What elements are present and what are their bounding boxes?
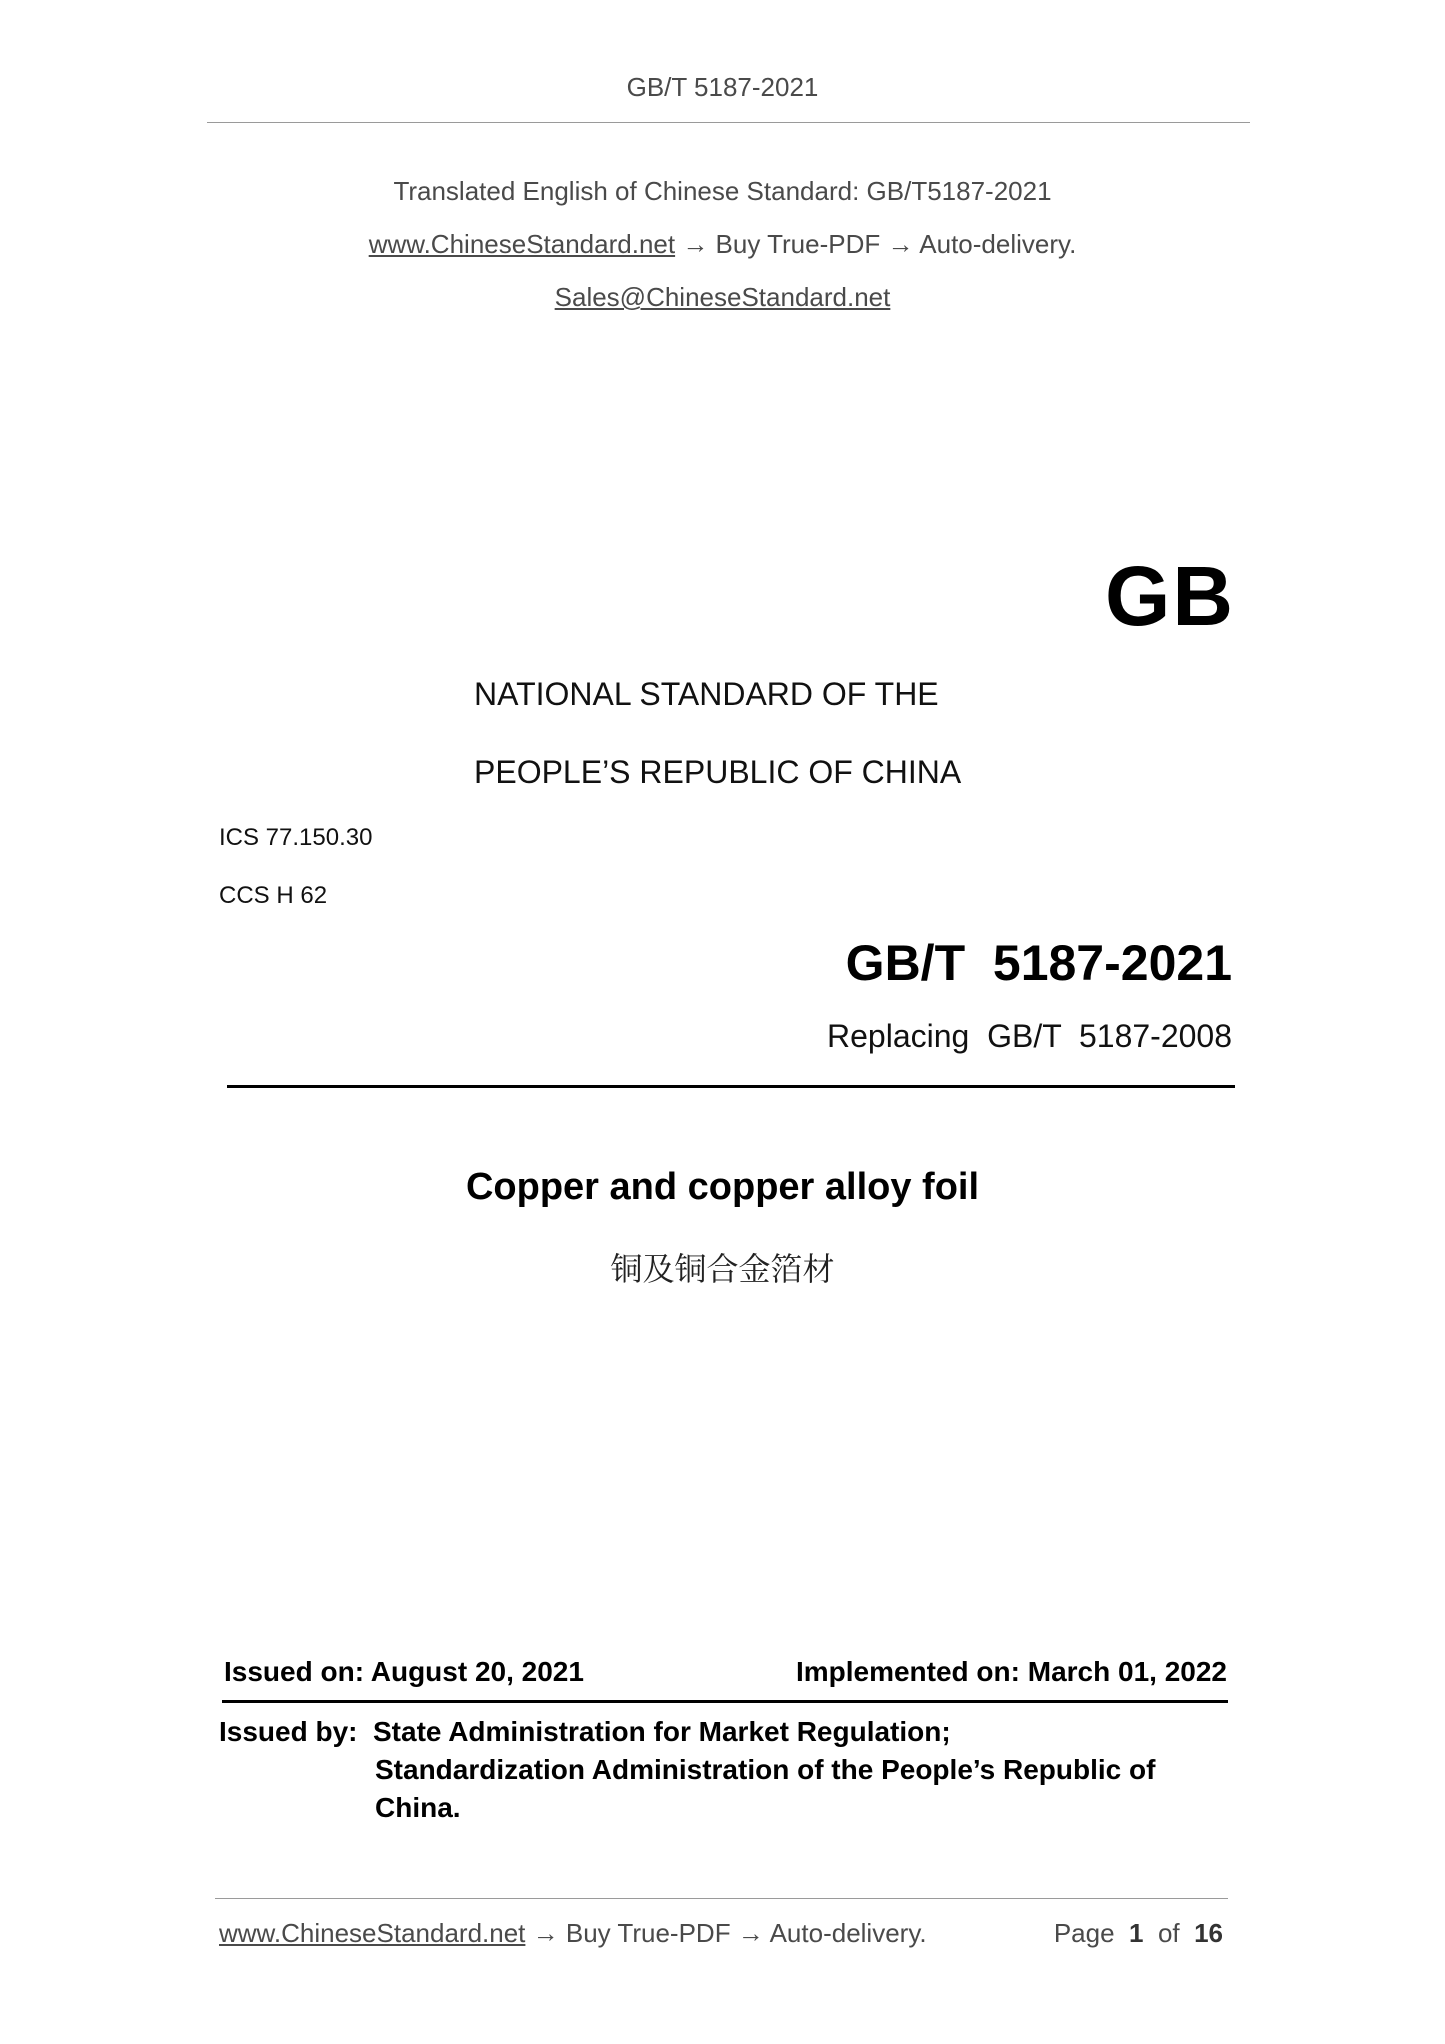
issuer-org-1: State Administration for Market Regulation; bbox=[373, 1716, 951, 1747]
national-standard-line2: PEOPLE’S REPUBLIC OF CHINA bbox=[474, 754, 962, 790]
buy-text: → Buy True-PDF → Auto-delivery. bbox=[682, 229, 1077, 259]
footer-promo bbox=[219, 1918, 927, 1949]
footer-rule bbox=[215, 1898, 1228, 1899]
title-rule bbox=[227, 1085, 1235, 1088]
promo-translation-line: Translated English of Chinese Standard: GB/T5187-2021 bbox=[393, 176, 1052, 206]
ics-code: ICS 77.150.30 bbox=[219, 824, 373, 851]
issued-on-date: Issued on: August 20, 2021 bbox=[224, 1656, 584, 1687]
email-link[interactable]: Sales@ChineseStandard.net bbox=[554, 282, 891, 312]
issuer-org-3: China. bbox=[375, 1792, 461, 1823]
page-label: Page bbox=[1053, 1918, 1115, 1948]
page-total: 16 bbox=[1194, 1918, 1223, 1948]
document-title: Copper and copper alloy foil bbox=[465, 1166, 980, 1208]
implemented-on-date: Implemented on: March 01, 2022 bbox=[795, 1656, 1227, 1687]
document-title-chinese: 铜及铜合金箔材 bbox=[610, 1251, 835, 1287]
footer-buy-text: → Buy True-PDF → Auto-delivery. bbox=[532, 1918, 927, 1948]
page-of: of bbox=[1157, 1918, 1180, 1948]
gb-logo: GB bbox=[1105, 549, 1235, 643]
issued-by-label: Issued by: bbox=[219, 1716, 358, 1747]
issue-rule bbox=[222, 1700, 1228, 1703]
header-rule bbox=[207, 122, 1250, 123]
page-indicator bbox=[1054, 1918, 1223, 1949]
issuer-org-2: Standardization Administration of the People’s Republic of bbox=[375, 1754, 1156, 1785]
ccs-code: CCS H 62 bbox=[219, 882, 328, 909]
promo-buy-line bbox=[0, 229, 1445, 260]
page-current: 1 bbox=[1129, 1918, 1144, 1948]
running-header: GB/T 5187-2021 bbox=[626, 72, 819, 102]
site-link[interactable]: www.ChineseStandard.net bbox=[368, 229, 676, 259]
footer-site-link[interactable]: www.ChineseStandard.net bbox=[219, 1918, 526, 1948]
national-standard-line1: NATIONAL STANDARD OF THE bbox=[474, 676, 939, 712]
replacing-standard: Replacing GB/T 5187-2008 bbox=[827, 1018, 1232, 1054]
standard-number: GB/T 5187-2021 bbox=[845, 935, 1232, 991]
promo-email-line bbox=[0, 282, 1445, 313]
